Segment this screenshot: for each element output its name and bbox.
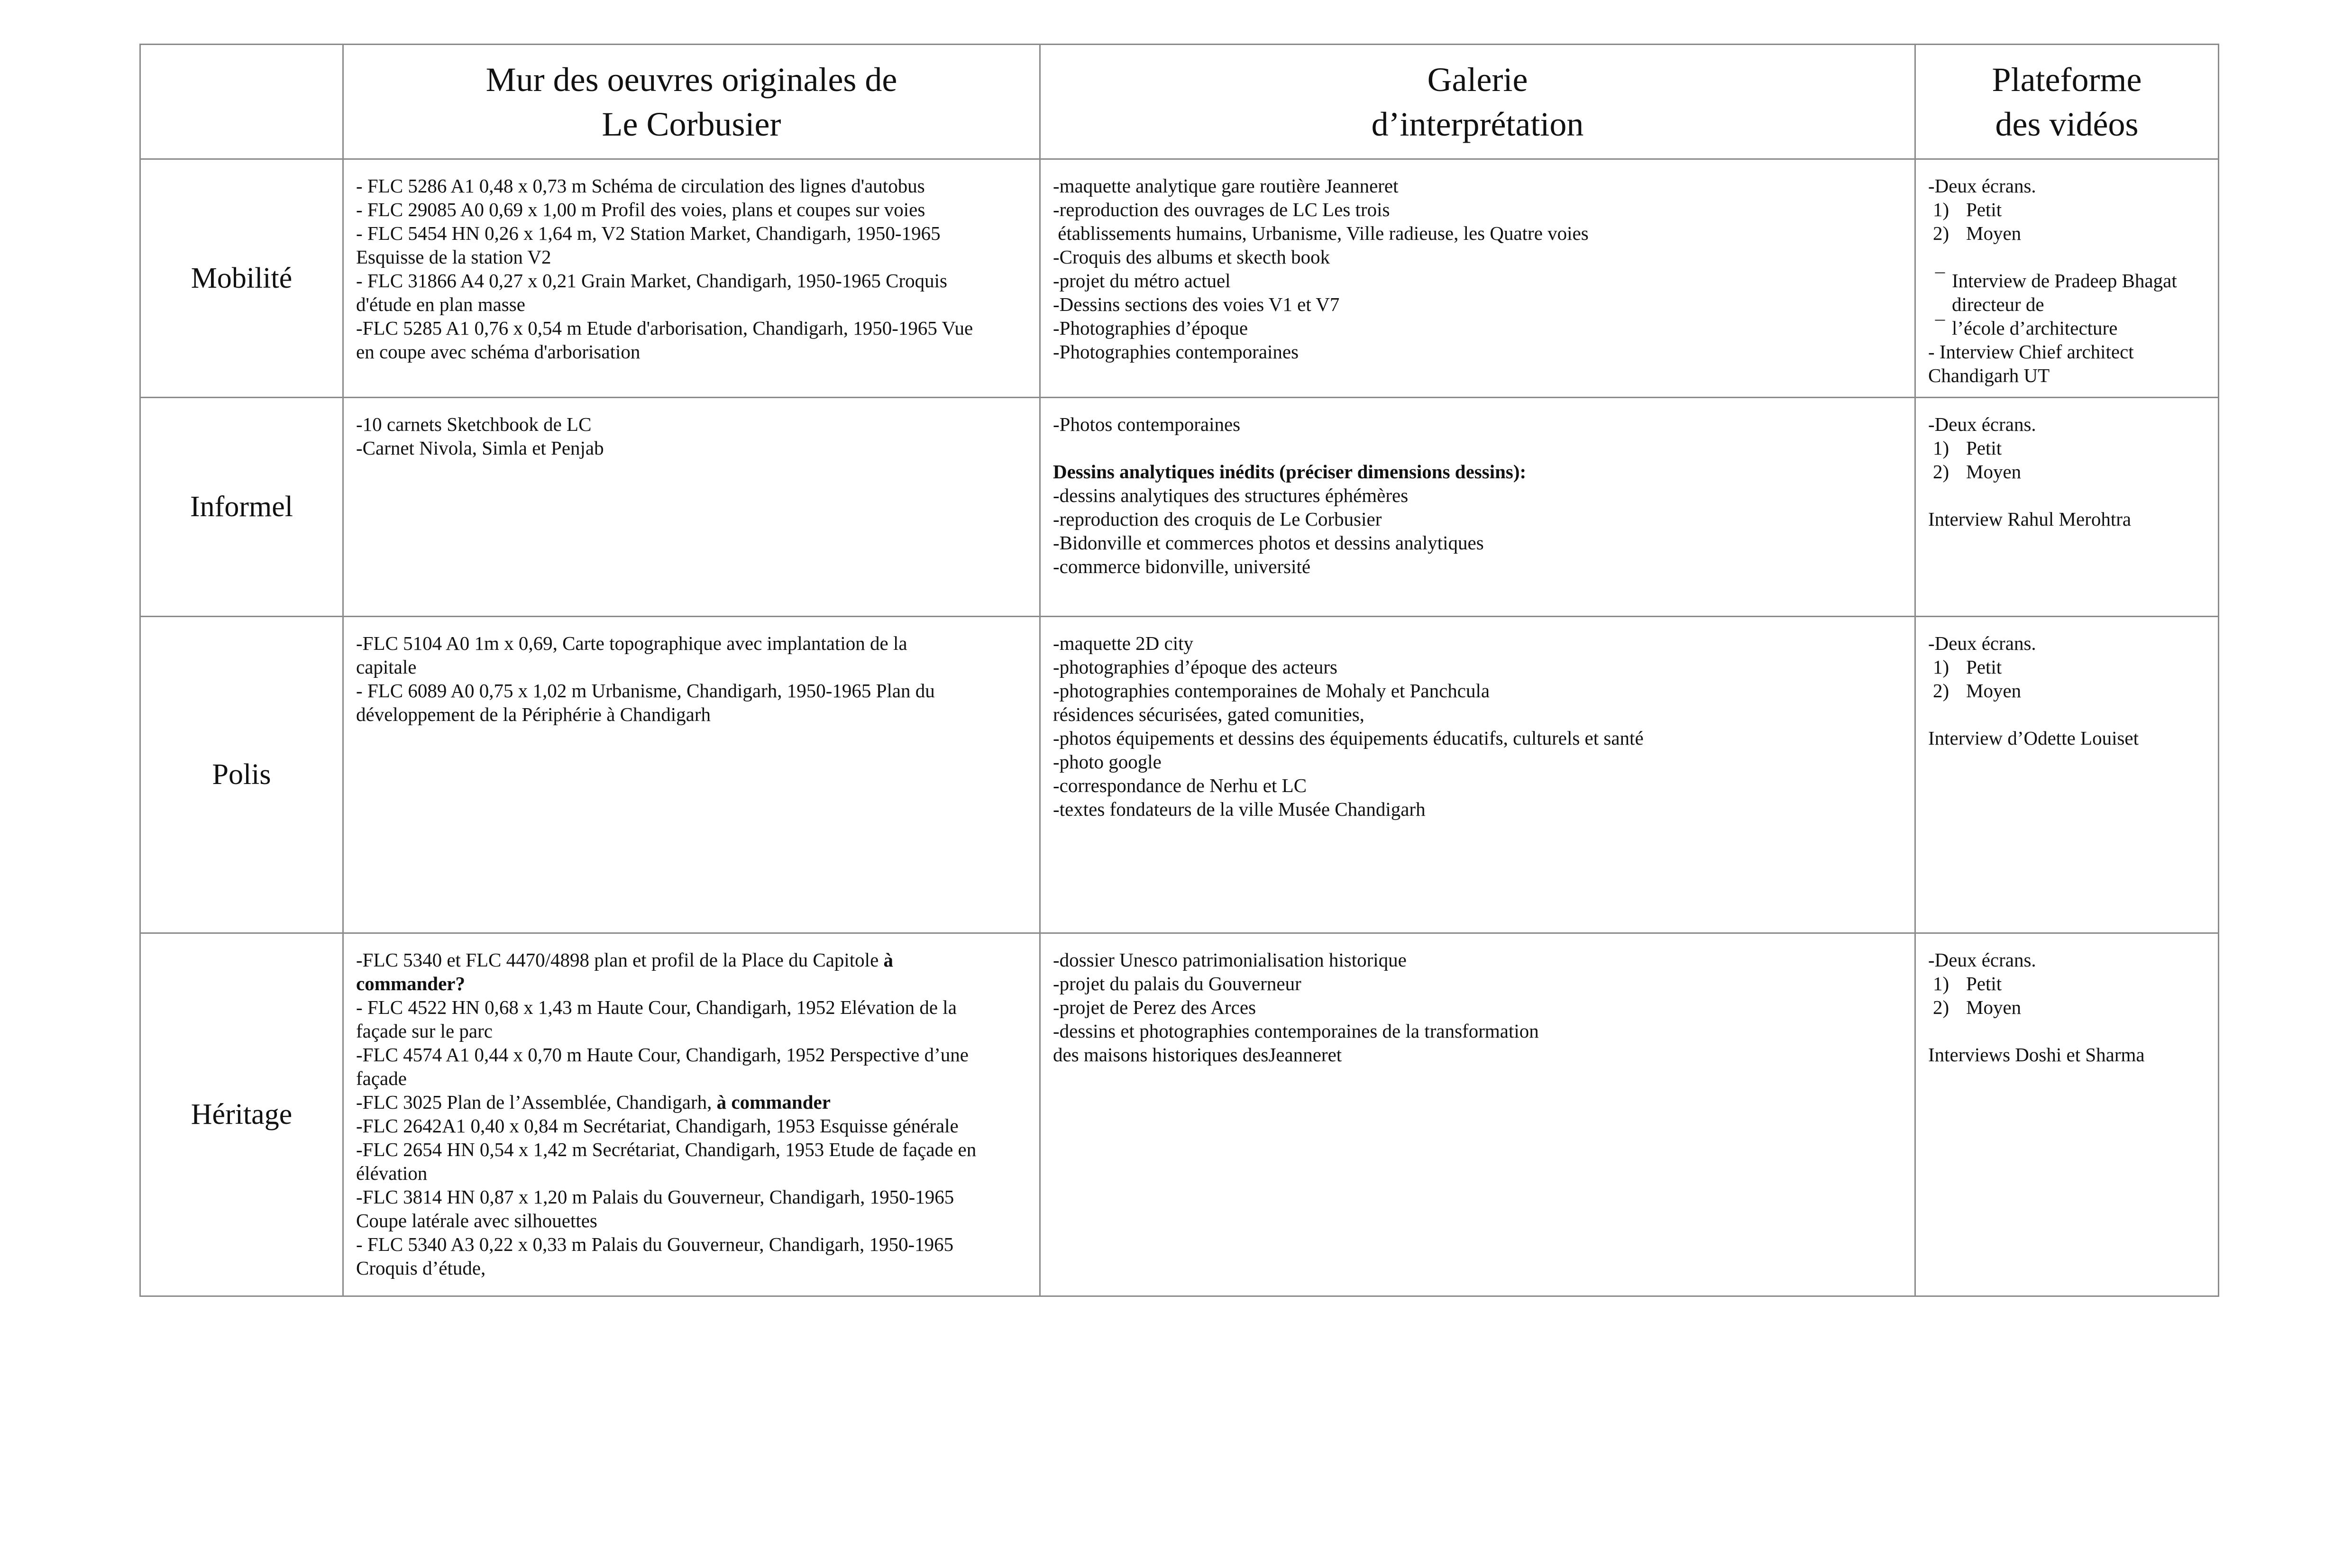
works-line: -FLC 2642A1 0,40 x 0,84 m Secrétariat, Chandigarh, 1953 Esquisse générale — [356, 1115, 959, 1137]
screen-medium-label: Moyen — [1966, 461, 2022, 483]
interview-line: Interview d’Odette Louiset — [1928, 727, 2139, 749]
interview-line: Interview Rahul Merohtra — [1928, 508, 2132, 530]
row-mobilite — [140, 159, 2219, 398]
header-original-works — [343, 45, 1040, 159]
screen-small-label: Petit — [1966, 437, 2002, 459]
gallery-cell-polis — [1040, 617, 1915, 933]
screen-medium-label: Moyen — [1966, 222, 2022, 244]
works-line: - FLC 5454 HN 0,26 x 1,64 m, V2 Station Market, Chandigarh, 1950-1965 — [356, 222, 941, 244]
row-label-informel: Informel — [140, 398, 343, 617]
header-gallery-line2: d’interprétation — [1371, 105, 1584, 143]
header-interpretation-gallery — [1040, 45, 1915, 159]
bullet-icon: ¯ — [1935, 270, 1945, 292]
works-line: -FLC 4574 A1 0,44 x 0,70 m Haute Cour, Chandigarh, 1952 Perspective d’une — [356, 1044, 969, 1066]
gallery-line: -textes fondateurs de la ville Musée Chandigarh — [1053, 798, 1426, 820]
list-number: 1) — [1933, 437, 1949, 459]
gallery-bold-heading: Dessins analytiques inédits (préciser dimensions dessins): — [1053, 461, 1527, 483]
works-bold-text: à — [883, 949, 894, 971]
spacer — [1928, 1019, 2206, 1043]
gallery-line: établissements humains, Urbanisme, Ville radieuse, les Quatre voies — [1053, 222, 1589, 244]
interview-text: l’école d’architecture — [1952, 317, 2118, 339]
screen-small-label: Petit — [1966, 973, 2002, 994]
works-line: - FLC 4522 HN 0,68 x 1,43 m Haute Cour, Chandigarh, 1952 Elévation de la — [356, 996, 957, 1018]
works-line: élévation — [356, 1162, 428, 1184]
works-line: Esquisse de la station V2 — [356, 246, 551, 268]
gallery-line: -Photographies d’époque — [1053, 317, 1248, 339]
screen-item-medium — [1928, 995, 2206, 1019]
gallery-line: -Bidonville et commerces photos et dessins analytiques — [1053, 532, 1484, 554]
header-row — [140, 45, 2219, 159]
interview-bullet-item — [1928, 316, 2206, 340]
header-empty-cell — [140, 45, 343, 159]
interview-line: Interviews Doshi et Sharma — [1928, 1044, 2145, 1066]
gallery-line: -dossier Unesco patrimonialisation historique — [1053, 949, 1407, 971]
videos-intro: -Deux écrans. — [1928, 632, 2036, 654]
list-number: 2) — [1933, 461, 1949, 483]
works-text: -FLC 5340 et FLC 4470/4898 plan et profil de la Place du Capitole — [356, 949, 884, 971]
works-line: -10 carnets Sketchbook de LC — [356, 413, 592, 435]
gallery-cell-heritage — [1040, 933, 1915, 1296]
works-line: façade — [356, 1067, 407, 1089]
screen-small-label: Petit — [1966, 199, 2002, 220]
works-line: -FLC 3814 HN 0,87 x 1,20 m Palais du Gouverneur, Chandigarh, 1950-1965 — [356, 1186, 954, 1208]
header-original-works-line2: Le Corbusier — [602, 105, 781, 143]
screen-medium-label: Moyen — [1966, 996, 2022, 1018]
screen-item-small — [1928, 972, 2206, 995]
works-line: capitale — [356, 656, 417, 678]
gallery-line: -photographies d’époque des acteurs — [1053, 656, 1337, 678]
videos-cell-heritage — [1915, 933, 2219, 1296]
works-line: Coupe latérale avec silhouettes — [356, 1210, 597, 1231]
row-label-polis: Polis — [140, 617, 343, 933]
works-cell-polis — [343, 617, 1040, 933]
screen-item-medium — [1928, 679, 2206, 702]
gallery-line: -Dessins sections des voies V1 et V7 — [1053, 293, 1340, 315]
screen-item-small — [1928, 436, 2206, 460]
works-line: - FLC 29085 A0 0,69 x 1,00 m Profil des voies, plans et coupes sur voies — [356, 199, 925, 220]
gallery-line: -reproduction des ouvrages de LC Les trois — [1053, 199, 1390, 220]
interview-bullet-item — [1928, 269, 2206, 292]
spacer — [1053, 436, 1902, 460]
works-line: - FLC 5286 A1 0,48 x 0,73 m Schéma de circulation des lignes d'autobus — [356, 175, 925, 197]
row-heritage — [140, 933, 2219, 1296]
works-line: Croquis d’étude, — [356, 1257, 486, 1279]
works-line: - FLC 31866 A4 0,27 x 0,21 Grain Market, Chandigarh, 1950-1965 Croquis — [356, 270, 947, 292]
gallery-line: -Photos contemporaines — [1053, 413, 1241, 435]
gallery-cell-mobilite — [1040, 159, 1915, 398]
works-bold-line: commander? — [356, 973, 466, 994]
list-number: 2) — [1933, 680, 1949, 702]
works-line: -Carnet Nivola, Simla et Penjab — [356, 437, 604, 459]
program-table — [139, 44, 2219, 1297]
works-line — [356, 948, 1027, 972]
gallery-line: -photo google — [1053, 751, 1162, 773]
works-line: développement de la Périphérie à Chandigarh — [356, 703, 711, 725]
screen-medium-label: Moyen — [1966, 680, 2022, 702]
gallery-line: -Croquis des albums et skecth book — [1053, 246, 1330, 268]
videos-intro: -Deux écrans. — [1928, 413, 2036, 435]
spacer — [1928, 483, 2206, 507]
gallery-cell-informel — [1040, 398, 1915, 617]
videos-cell-informel — [1915, 398, 2219, 617]
screen-item-small — [1928, 198, 2206, 221]
gallery-line: -projet de Perez des Arces — [1053, 996, 1256, 1018]
interview-line: Chandigarh UT — [1928, 365, 2050, 386]
gallery-line: -reproduction des croquis de Le Corbusier — [1053, 508, 1382, 530]
row-informel — [140, 398, 2219, 617]
spacer — [1928, 245, 2206, 269]
gallery-line: résidences sécurisées, gated comunities, — [1053, 703, 1364, 725]
row-label-heritage: Héritage — [140, 933, 343, 1296]
screen-small-label: Petit — [1966, 656, 2002, 678]
gallery-line: -dessins analytiques des structures éphémères — [1053, 484, 1409, 506]
gallery-line: -maquette 2D city — [1053, 632, 1194, 654]
works-line: d'étude en plan masse — [356, 293, 525, 315]
interview-line: - Interview Chief architect — [1928, 341, 2134, 363]
list-number: 1) — [1933, 199, 1949, 220]
gallery-line: -Photographies contemporaines — [1053, 341, 1299, 363]
row-polis — [140, 617, 2219, 933]
works-cell-mobilite — [343, 159, 1040, 398]
screen-item-medium — [1928, 460, 2206, 483]
works-line: en coupe avec schéma d'arborisation — [356, 341, 641, 363]
list-number: 1) — [1933, 973, 1949, 994]
gallery-line: -projet du palais du Gouverneur — [1053, 973, 1301, 994]
gallery-line: -projet du métro actuel — [1053, 270, 1231, 292]
gallery-line: des maisons historiques desJeanneret — [1053, 1044, 1342, 1066]
header-videos-line1: Plateforme — [1992, 60, 2142, 99]
gallery-line: -photos équipements et dessins des équipements éducatifs, culturels et santé — [1053, 727, 1644, 749]
works-cell-heritage — [343, 933, 1040, 1296]
videos-intro: -Deux écrans. — [1928, 175, 2036, 197]
works-line: - FLC 6089 A0 0,75 x 1,02 m Urbanisme, Chandigarh, 1950-1965 Plan du — [356, 680, 935, 702]
screen-item-small — [1928, 655, 2206, 679]
header-video-platform — [1915, 45, 2219, 159]
works-line — [356, 1090, 1027, 1114]
gallery-line: -dessins et photographies contemporaines de la transformation — [1053, 1020, 1539, 1042]
list-number: 2) — [1933, 222, 1949, 244]
spacer — [1928, 702, 2206, 726]
works-line: -FLC 5104 A0 1m x 0,69, Carte topographique avec implantation de la — [356, 632, 907, 654]
works-cell-informel — [343, 398, 1040, 617]
gallery-line: -maquette analytique gare routière Jeanneret — [1053, 175, 1399, 197]
list-number: 2) — [1933, 996, 1949, 1018]
header-original-works-line1: Mur des oeuvres originales de — [485, 60, 897, 99]
works-text: -FLC 3025 Plan de l’Assemblée, Chandigarh, — [356, 1091, 717, 1113]
row-label-mobilite: Mobilité — [140, 159, 343, 398]
videos-cell-mobilite — [1915, 159, 2219, 398]
gallery-line: -photographies contemporaines de Mohaly et Panchcula — [1053, 680, 1490, 702]
interview-text: Interview de Pradeep Bhagat — [1952, 270, 2177, 292]
interview-text-continued: directeur de — [1952, 293, 2044, 315]
works-bold-text: à commander — [716, 1091, 831, 1113]
works-line: -FLC 5285 A1 0,76 x 0,54 m Etude d'arborisation, Chandigarh, 1950-1965 Vue — [356, 317, 973, 339]
bullet-icon: ¯ — [1935, 317, 1945, 339]
gallery-line: -commerce bidonville, université — [1053, 556, 1311, 577]
header-videos-line2: des vidéos — [1995, 105, 2139, 143]
works-line: - FLC 5340 A3 0,22 x 0,33 m Palais du Gouverneur, Chandigarh, 1950-1965 — [356, 1233, 954, 1255]
list-number: 1) — [1933, 656, 1949, 678]
videos-intro: -Deux écrans. — [1928, 949, 2036, 971]
header-gallery-line1: Galerie — [1427, 60, 1528, 99]
gallery-line: -correspondance de Nerhu et LC — [1053, 775, 1307, 796]
works-line: façade sur le parc — [356, 1020, 493, 1042]
screen-item-medium — [1928, 221, 2206, 245]
videos-cell-polis — [1915, 617, 2219, 933]
works-line: -FLC 2654 HN 0,54 x 1,42 m Secrétariat, Chandigarh, 1953 Etude de façade en — [356, 1139, 977, 1160]
